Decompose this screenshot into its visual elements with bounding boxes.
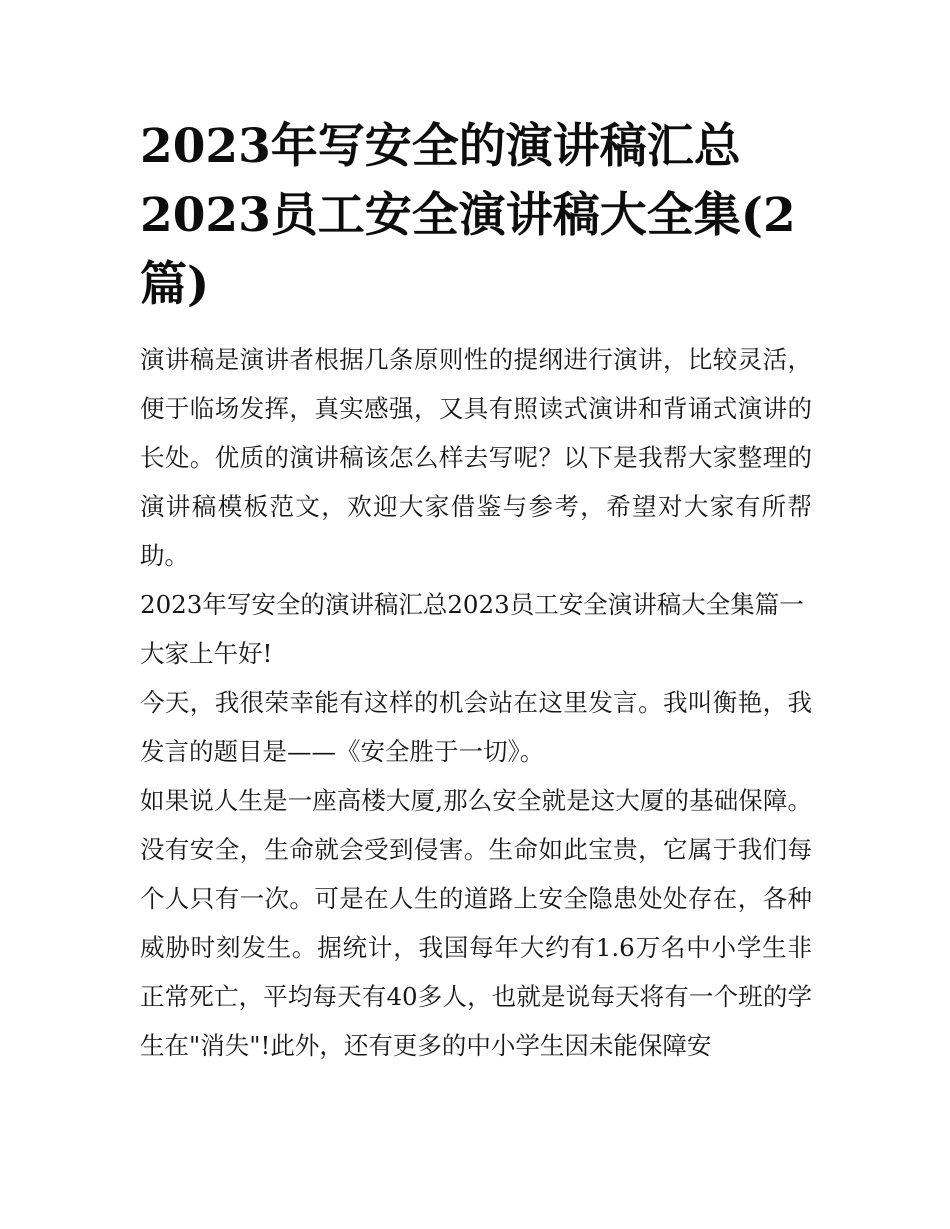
document-page [140,112,812,1070]
document-body [140,335,812,1070]
document-title: 2023年写安全的演讲稿汇总2023员工安全演讲稿大全集(2篇) [140,119,796,312]
body-paragraph: 如果说人生是一座高楼大厦,那么安全就是这大厦的基础保障。没有安全，生命就会受到侵害。生命如此宝贵，它属于我们每个人只有一次。可是在人生的道路上安全隐患处处存在，各种威胁时刻发生。据统计，我国每年大约有1.6万名中小学生非正常死亡，平均每天有40多人，也就是说每天将有一个班的学生在"消失"!此外，还有更多的中小学生因未能保障安 [140,786,812,1060]
section-heading: 2023年写安全的演讲稿汇总2023员工安全演讲稿大全集篇一 [140,590,804,619]
intro-paragraph: 演讲稿是演讲者根据几条原则性的提纲进行演讲，比较灵活，便于临场发挥，真实感强，又具有照读式演讲和背诵式演讲的长处。优质的演讲稿该怎么样去写呢？以下是我帮大家整理的演讲稿模板范文，欢迎大家借鉴与参考，希望对大家有所帮助。 [140,345,812,570]
greeting-paragraph: 大家上午好! [140,639,273,668]
speaker-intro-paragraph: 今天，我很荣幸能有这样的机会站在这里发言。我叫衡艳，我发言的题目是——《安全胜于一切》。 [140,688,812,766]
